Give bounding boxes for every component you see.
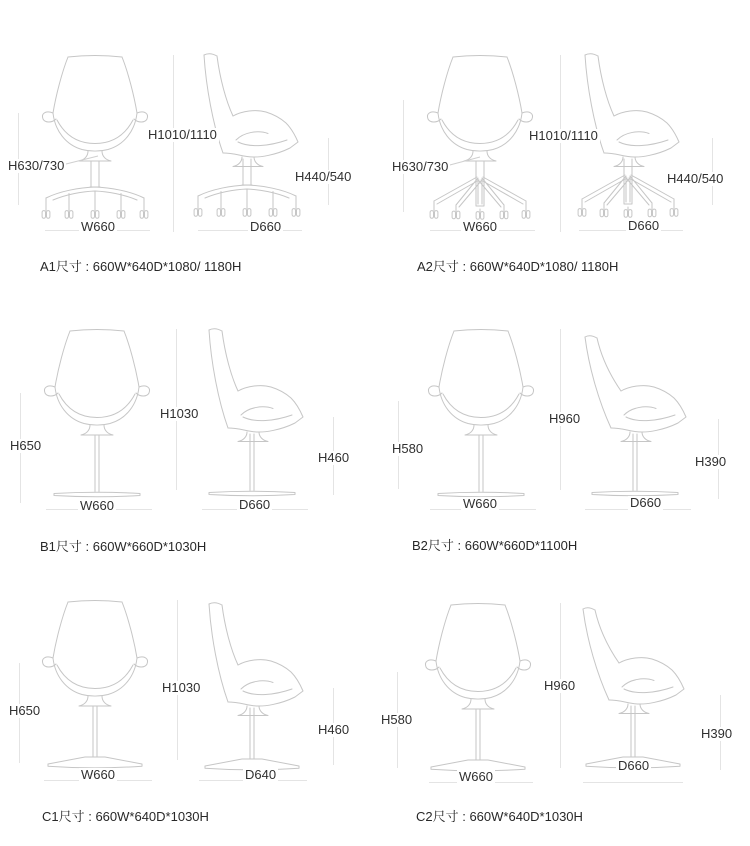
chair-side-view xyxy=(197,328,307,502)
chair-front-view xyxy=(425,55,535,229)
dim-label-depth: D660 xyxy=(250,219,282,234)
dim-label-back-height: H1030 xyxy=(160,406,199,421)
dim-label-width: W660 xyxy=(459,769,493,784)
dim-label-arm-height: H650 xyxy=(10,438,42,453)
dim-label-width: W660 xyxy=(80,498,114,513)
chair-front-view xyxy=(40,55,150,229)
panel-caption: C2尺寸 : 660W*640D*1030H xyxy=(416,809,583,824)
dim-label-back-height: H1010/1110 xyxy=(148,127,217,142)
dim-label-arm-height: H650 xyxy=(9,703,41,718)
dim-label-seat-height: H460 xyxy=(318,722,350,737)
guide-line-vertical xyxy=(560,55,561,232)
dim-label-seat-height: H390 xyxy=(695,454,727,469)
guide-line-vertical xyxy=(173,55,174,232)
dim-label-back-height: H1030 xyxy=(162,680,201,695)
panel-b2 xyxy=(375,273,750,555)
dim-label-seat-height: H440/540 xyxy=(295,169,352,184)
panel-caption: B2尺寸 : 660W*660D*1100H xyxy=(412,538,578,553)
panel-a2 xyxy=(375,0,750,282)
panel-c1 xyxy=(0,545,375,827)
dim-label-arm-height: H580 xyxy=(392,441,424,456)
chair-side-view xyxy=(580,328,690,502)
chair-front-view xyxy=(426,329,536,503)
dim-label-depth: D660 xyxy=(630,495,662,510)
panel-caption: C1尺寸 : 660W*640D*1030H xyxy=(42,809,209,824)
panel-caption: B1尺寸 : 660W*660D*1030H xyxy=(40,539,207,554)
guide-line-vertical xyxy=(560,329,561,490)
dim-label-arm-height: H580 xyxy=(381,712,413,727)
dim-label-back-height: H1010/1110 xyxy=(529,128,598,143)
dim-label-width: W660 xyxy=(463,219,497,234)
chair-side-view xyxy=(197,602,307,776)
panel-caption: A1尺寸 : 660W*640D*1080/ 1180H xyxy=(40,259,242,274)
guide-line-vertical xyxy=(403,100,404,212)
dim-label-arm-height: H630/730 xyxy=(8,158,65,173)
dim-label-arm-height: H630/730 xyxy=(392,159,449,174)
dim-label-seat-height: H390 xyxy=(701,726,733,741)
panel-c2 xyxy=(375,545,750,827)
chair-front-view xyxy=(40,600,150,774)
dim-label-width: W660 xyxy=(81,767,115,782)
dim-label-seat-height: H440/540 xyxy=(667,171,724,186)
dim-label-seat-height: H460 xyxy=(318,450,350,465)
dim-label-depth: D660 xyxy=(618,758,650,773)
guide-line-horizontal xyxy=(583,782,683,783)
dim-label-depth: D640 xyxy=(245,767,277,782)
dim-label-depth: D660 xyxy=(628,218,660,233)
chair-front-view xyxy=(42,329,152,503)
dim-label-depth: D660 xyxy=(239,497,271,512)
dim-label-width: W660 xyxy=(463,496,497,511)
panel-a1 xyxy=(0,0,375,282)
dim-label-width: W660 xyxy=(81,219,115,234)
chair-side-view xyxy=(578,600,688,774)
dim-label-back-height: H960 xyxy=(544,678,576,693)
panel-b1 xyxy=(0,273,375,555)
chair-front-view xyxy=(423,603,533,777)
panel-caption: A2尺寸 : 660W*640D*1080/ 1180H xyxy=(417,259,619,274)
dim-label-back-height: H960 xyxy=(549,411,581,426)
